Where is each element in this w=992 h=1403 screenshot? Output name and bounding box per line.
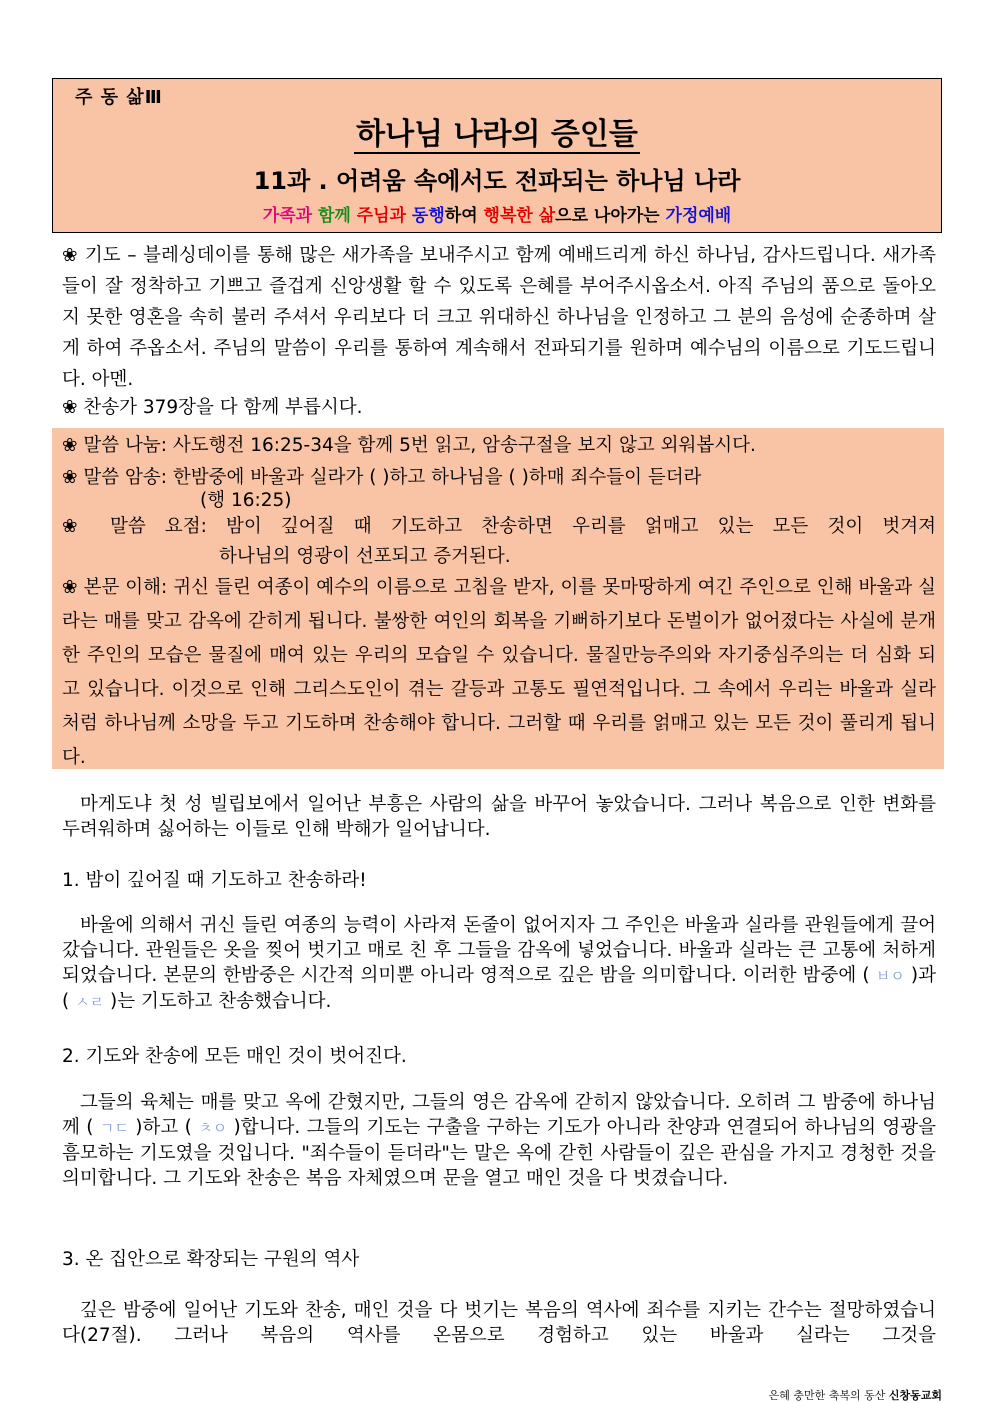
family-worship-motto: [53, 201, 941, 226]
section-2-text: )합니다. 그들의 기도는 구출을 구하는 기도가 아니라 찬양과 연결되어 하나님의 영광을 흠모하는 기도였을 것입니다. "죄수들이 듣더라"는 말은 옥에 갇힌 사람들이 깊은 관심을 가지고 경청한 것을 의미합니다. 그 기도와 찬송은 복음 자체였으며 문을 열고 매인 것을 다 벗겼습니다.: [62, 1117, 936, 1189]
section-1-paragraph: [62, 913, 936, 1015]
main-title-text: 하나님 나라의 증인들: [356, 117, 638, 152]
footer-motto: 은혜 충만한 축복의 동산: [768, 1389, 889, 1402]
word-sharing: ❀ 말씀 나눔: 사도행전 16:25-34을 함께 5번 읽고, 암송구절을 보지 않고 외워봅시다.: [62, 435, 756, 456]
section-1-text: 바울에 의해서 귀신 들린 여종의 능력이 사라져 돈줄이 없어지자 그 주인은 바울과 실라를 관원들에게 끌어갔습니다. 관원들은 옷을 찢어 벗기고 매로 친 후 그들을 감옥에 넣었습니다. 바울과 실라는 큰 고통에 처하게 되었습니다. 본문의 한밤중은 시간적 의미뿐 아니라 영적으로 깊은 밤을 의미합니다. 이러한 밤중에 (: [62, 915, 936, 986]
church-name: 신창동교회: [888, 1389, 942, 1402]
section-2-paragraph: [62, 1090, 936, 1191]
motto-part: 하여: [444, 206, 484, 226]
motto-part: 가족과: [262, 206, 318, 226]
word-summary: ❀ 말씀 요점: 밤이 깊어질 때 기도하고 찬송하면 우리를 얽매고 있는 모든 것이 벗겨져: [62, 516, 936, 537]
memory-verse-reference: (행 16:25): [200, 490, 292, 511]
section-3-heading: 3. 온 집안으로 확장되는 구원의 역사: [62, 1249, 360, 1270]
section-1-heading: 1. 밤이 깊어질 때 기도하고 찬송하라!: [62, 870, 367, 891]
section-1-text: )는 기도하고 찬송했습니다.: [104, 991, 332, 1012]
hymn-line: ❀ 찬송가 379장을 다 함께 부릅시다.: [62, 397, 363, 418]
text-understanding: ❀ 본문 이해: 귀신 들린 여종이 예수의 이름으로 고침을 받자, 이를 못마땅하게 여긴 주인으로 인해 바울과 실라는 매를 맞고 감옥에 갇히게 됩니다. 불쌍한 여인의 회복을 기뻐하기보다 돈벌이가 없어졌다는 사실에 분개한 주인의 모습은 물질에 매여 있는 우리의 모습일 수 있습니다. 물질만능주의와 자기중심주의는 더 심화 되고 있습니다. 이것으로 인해 그리스도인이 겪는 갈등과 고통도 필연적입니다. 그 속에서 우리는 바울과 실라처럼 하나님께 소망을 두고 기도하며 찬송해야 합니다. 그러할 때 우리를 얽매고 있는 모든 것이 풀리게 됩니다.: [62, 577, 937, 768]
section-1-text: )과 (: [62, 965, 936, 1012]
motto-part: 행복한 삶: [483, 206, 556, 226]
series-label: 주 동 삶Ⅲ: [75, 87, 163, 108]
section-2-heading: 2. 기도와 찬송에 모든 매인 것이 벗어진다.: [62, 1046, 407, 1067]
section-2-text: )하고 (: [128, 1117, 199, 1138]
memory-verse: ❀ 말씀 암송: 한밤중에 바울과 실라가 ( )하고 하나님을 ( )하매 죄수들이 듣더라: [62, 467, 702, 488]
prayer-paragraph: ❀ 기도 – 블레싱데이를 통해 많은 새가족을 보내주시고 함께 예배드리게 하신 하나님, 감사드립니다. 새가족들이 잘 정착하고 기쁘고 즐겁게 신앙생활 할 수 있도록 은혜를 부어주시옵소서. 아직 주님의 품으로 돌아오지 못한 영혼을 속히 불러 주셔서 우리보다 더 크고 위대하신 하나님을 인정하고 그 분의 음성에 순종하며 살게 하여 주옵소서. 주님의 말씀이 우리를 통하여 계속해서 전파되기를 원하며 예수님의 이름으로 기도드립니다. 아멘.: [62, 245, 936, 390]
word-summary-continued: 하나님의 영광이 선포되고 증거된다.: [219, 546, 511, 567]
intro-paragraph: 마게도냐 첫 성 빌립보에서 일어난 부흥은 사람의 삶을 바꾸어 놓았습니다. 그러나 복음으로 인한 변화를 두려워하며 싫어하는 이들로 인해 박해가 일어납니다.: [62, 794, 936, 840]
page-footer: [769, 1387, 942, 1403]
main-title: [53, 109, 941, 153]
fill-blank-hint: ㅂㅇ: [875, 967, 905, 985]
motto-part: 함께: [317, 206, 357, 226]
fill-blank-hint: ㅅㄹ: [75, 993, 105, 1011]
motto-part: 주님과: [356, 206, 412, 226]
fill-blank-hint: ㅊㅇ: [198, 1119, 228, 1137]
motto-part: 동행: [411, 206, 445, 226]
motto-part: 가정예배: [665, 206, 732, 226]
word-study-box: [52, 428, 944, 769]
lesson-header: [52, 78, 942, 233]
section-2-text: 그들의 육체는 매를 맞고 옥에 갇혔지만, 그들의 영은 감옥에 갇히지 않았습니다. 오히려 그 밤중에 하나님께 (: [62, 1092, 936, 1138]
lesson-title: 11과 . 어려움 속에서도 전파되는 하나님 나라: [253, 167, 741, 195]
fill-blank-hint: ㄱㄷ: [99, 1119, 129, 1137]
section-3-paragraph: 깊은 밤중에 일어난 기도와 찬송, 매인 것을 다 벗기는 복음의 역사에 죄수를 지키는 간수는 절망하였습니다(27절). 그러나 복음의 역사를 온몸으로 경험하고 있는 바울과 실라는 그것을: [62, 1300, 936, 1346]
motto-part: 으로 나아가는: [555, 206, 666, 226]
